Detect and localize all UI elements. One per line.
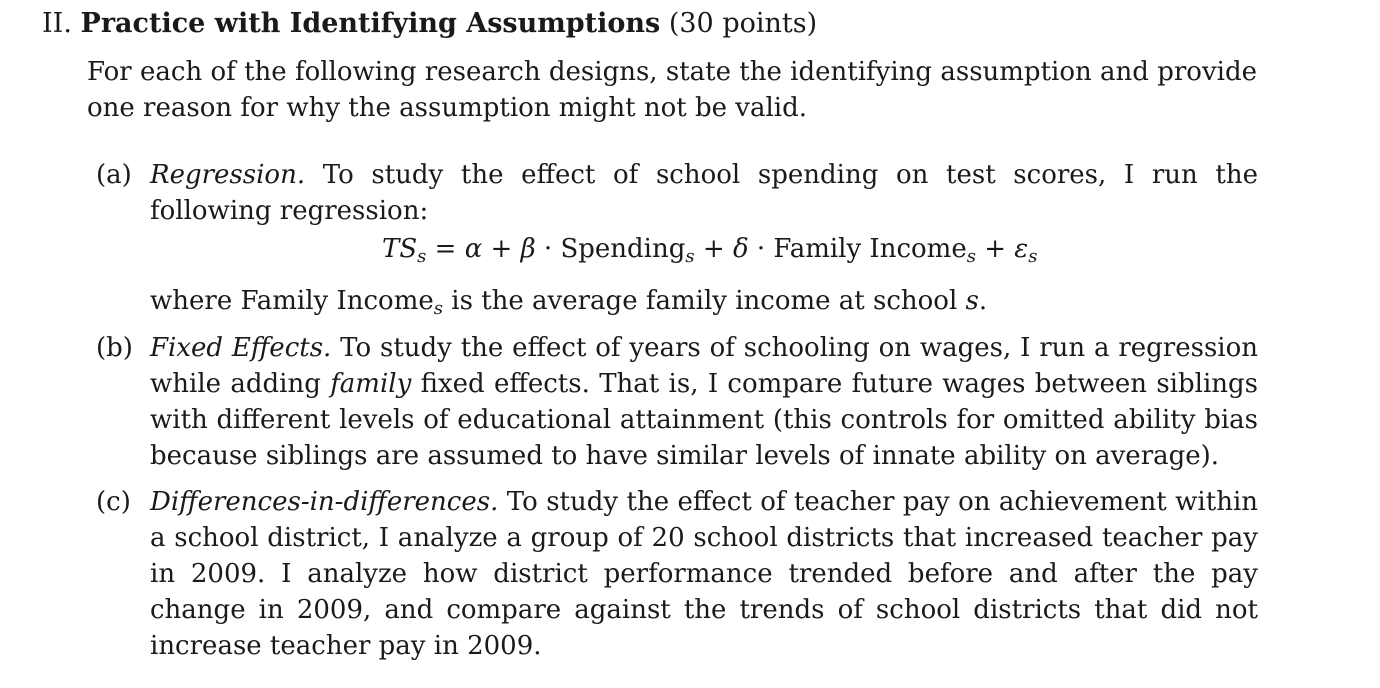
item-label: (a)	[96, 160, 132, 190]
item-topic: Differences-in-differences.	[150, 487, 499, 517]
eq-spending-sub: s	[685, 246, 695, 267]
item-body	[150, 157, 1258, 229]
eq-plus-3: +	[975, 234, 1015, 264]
item-label: (b)	[96, 333, 133, 363]
intro-paragraph: For each of the following research designs, state the identifying assumption and provide one reason for why the assumption might not be valid.	[87, 57, 1257, 123]
section-heading	[42, 4, 817, 44]
eq-income: Family Income	[773, 234, 967, 264]
item-text-after: fixed effects. That is, I compare future wages between siblings with different levels of educational attainment (this controls for omitted ability bias because siblings are assumed to have similar levels of innate ability on average).	[150, 369, 1258, 471]
question-item-b	[96, 330, 1258, 474]
eq-beta: β	[520, 234, 536, 264]
eq-epsilon: ε	[1014, 234, 1029, 264]
where-end: .	[978, 286, 988, 316]
eq-dot-2: ·	[748, 234, 774, 264]
regression-equation	[382, 231, 1038, 267]
where-var: s	[965, 286, 979, 316]
item-body	[150, 484, 1258, 664]
where-sub: s	[433, 298, 444, 319]
section-title: Practice with Identifying Assumptions	[80, 8, 661, 39]
item-text-before: To study the effect of years of schooling on wages, I run a regression while adding	[150, 333, 1259, 399]
eq-plus-1: +	[482, 234, 521, 264]
eq-equals: =	[426, 234, 465, 264]
eq-spending: Spending	[560, 234, 686, 264]
eq-delta: δ	[732, 234, 749, 264]
item-label: (c)	[96, 487, 131, 517]
eq-epsilon-sub: s	[1028, 246, 1038, 267]
eq-dot-1: ·	[535, 234, 561, 264]
question-item-a	[96, 157, 1258, 229]
item-text: To study the effect of teacher pay on achievement within a school district, I analyze a group of 20 school districts that increased teacher pay in 2009. I analyze how district performance trended before and after the pay change in 2009, and compare against the trends of school districts that did not increase teacher pay in 2009.	[150, 487, 1258, 661]
question-item-c	[96, 484, 1258, 664]
section-points: (30 points)	[668, 8, 818, 39]
item-topic: Regression.	[150, 160, 306, 190]
where-suffix: is the average family income at school	[443, 286, 966, 316]
eq-income-sub: s	[966, 246, 976, 267]
item-keyword: family	[330, 369, 412, 399]
eq-alpha: α	[464, 234, 483, 264]
where-prefix: where Family Income	[150, 286, 434, 316]
section-number: II.	[42, 8, 72, 39]
item-body	[150, 330, 1258, 474]
eq-lhs-sub: s	[417, 246, 427, 267]
where-line	[150, 283, 987, 319]
eq-lhs: TS	[382, 234, 418, 264]
item-text: To study the effect of school spending on test scores, I run the following regression:	[150, 160, 1258, 226]
item-topic: Fixed Effects.	[150, 333, 332, 363]
eq-plus-2: +	[694, 234, 733, 264]
